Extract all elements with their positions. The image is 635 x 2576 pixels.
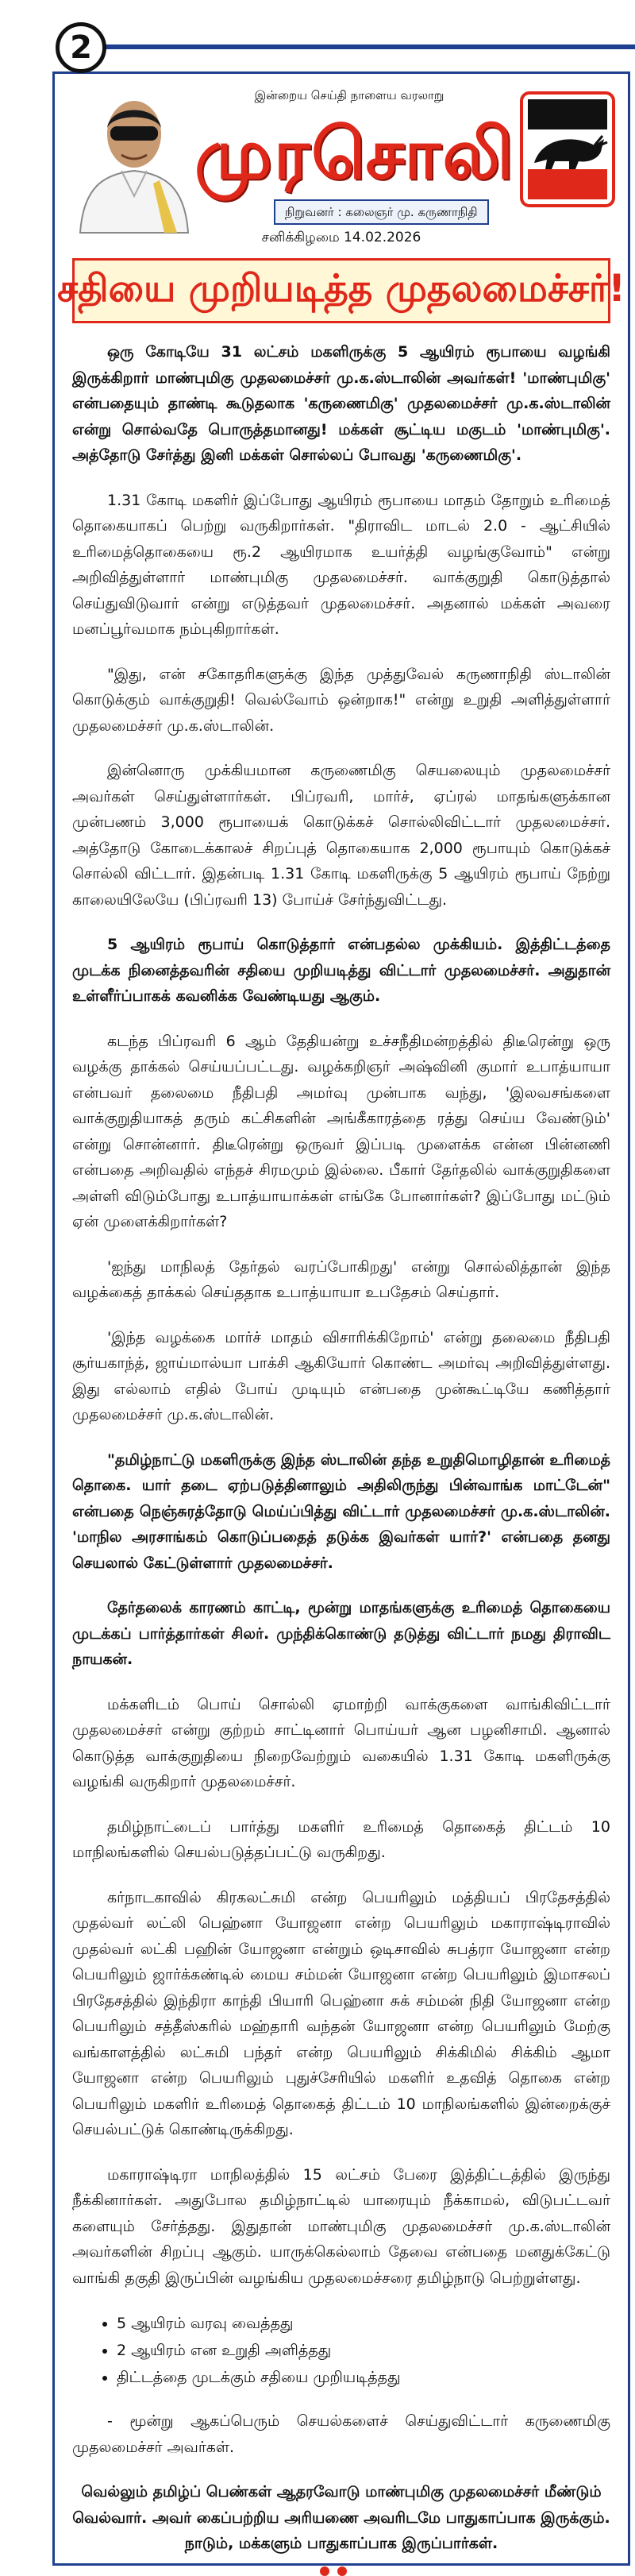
lead-paragraph: ஒரு கோடியே 31 லட்சம் மகளிருக்கு 5 ஆயிரம் ரூபாயை வழங்கி இருக்கிறார் மாண்புமிகு முதலமைச்சர் மு.க.ஸ்டாலின் அவர்கள்! 'மாண்புமிகு' என்பதையும் தாண்டி கூடுதலாக 'கருணைமிகு' முதலமைச்சர் மு.க.ஸ்டாலின் என்று சொல்வதே பொருத்தமானது! மக்கள் சூட்டிய மகுடம் 'மாண்புமிகு'. அத்தோடு சேர்த்து இனி மக்கள் சொல்லப் போவது 'கருணைமிகு'. [72,343,610,464]
list-item: • 5 ஆயிரம் வரவு வைத்தது [117,2310,610,2337]
masthead-tagline: இன்றைய செய்தி நாளைய வரலாறு [254,88,444,102]
highlight-paragraph: 5 ஆயிரம் ரூபாய் கொடுத்தார் என்பதல்ல முக்கியம். இத்திட்டத்தை முடக்க நினைத்தவரின் சதியை முறியடித்து விட்டார் முதலமைச்சர். அதுதான் உள்ளீர்ப்பாகக் கவனிக்க வேண்டியது ஆகும். [72,936,610,1005]
article-headline [57,258,625,323]
founder-label: நிறுவனர் : கலைஞர் மு. கருணாநிதி [274,199,489,225]
end-dot [320,2566,329,2576]
paragraph: மகாராஷ்டிரா மாநிலத்தில் 15 லட்சம் பேரை இத்திட்டத்தில் இருந்து நீக்கினார்கள். அதுபோல தமிழ்நாட்டில் யாரையும் நீக்காமல், விடுபட்டவர் களையும் சேர்த்தது. இதுதான் மாண்புமிகு முதலமைச்சர் மு.க.ஸ்டாலின் அவர்களின் சிறப்பு ஆகும். யாருக்கெல்லாம் தேவை என்பதை மனதுக்கேட்டு வாங்கி தகுதி இருப்பின் வழங்கிய முதலமைச்சரை தமிழ்நாடு பெற்றுள்ளது. [72,2165,610,2287]
closing-paragraph: வெல்லும் தமிழ்ப் பெண்கள் ஆதரவோடு மாண்புமிகு முதலமைச்சர் மீண்டும் வெல்வார். அவர் கைப்பற்றிய அரியணை அவரிடமே பாதுகாப்பாக இருக்கும். நாடும், மக்களும் பாதுகாப்பாக இருப்பார்கள். [72,2483,610,2552]
newspaper-logo: முரசொலி [194,112,515,195]
paragraph: கர்நாடகாவில் கிரகலட்சுமி என்ற பெயரிலும் மத்தியப் பிரதேசத்தில் முதல்வர் லட்லி பெஹ்னா யோஜனா என்ற பெயரிலும் மகாராஷ்டிராவில் முதல்வர் லட்கி பஹின் யோஜனா என்றும் ஒடிசாவில் சுபத்ரா யோஜனா என்ற பெயரிலும் ஜார்க்கண்டில் மைய சம்மன் யோஜனா என்ற பெயரிலும் இமாசலப் பிரதேசத்தில் இந்திரா காந்தி பியாரி பெஹ்னா சுக் சம்மன் நிதி யோஜனா என்ற பெயரிலும் சத்தீஸ்கரில் மஹ்தாரி வந்தன் யோஜனா என்ற பெயரிலும் மேற்கு வங்காளத்தில் லட்சுமி பந்தர் என்ற பெயரிலும் சிக்கிமில் சிக்கிம் ஆமா யோஜனா என்ற பெயரிலும் புதுச்சேரியில் மகளிர் உதவித் தொகை என்ற பெயரிலும் மகளிர் உரிமைத் தொகைத் திட்டம் 10 மாநிலங்களில் இன்றைக்குச் செயல்பட்டுக் கொண்டிருக்கிறது. [72,1888,610,2138]
paragraph: 1.31 கோடி மகளிர் இப்போது ஆயிரம் ரூபாயை மாதம் தோறும் உரிமைத் தொகையாகப் பெற்று வருகிறார்கள். "திராவிட மாடல் 2.0 - ஆட்சியில் உரிமைத்தொகையை ரூ.2 ஆயிரமாக உயர்த்தி வழங்குவோம்" என்று அறிவித்துள்ளார் மாண்புமிகு முதலமைச்சர். வாக்குறுதி கொடுத்தால் செய்துவிடுவார் என்று எடுத்தவர் முதலமைச்சர். அதனால் மக்கள் அவரை மனப்பூர்வமாக நம்புகிறார்கள். [72,491,610,638]
article-body [72,339,610,2552]
headline-text: சதியை முறியடித்த முதலமைச்சர்! [57,266,625,311]
masthead [55,74,628,249]
page-number-badge [56,22,106,73]
paragraph: இன்னொரு முக்கியமான கருணைமிகு செயலையும் முதலமைச்சர் அவர்கள் செய்துள்ளார்கள். பிப்ரவரி, மார்ச், ஏப்ரல் மாதங்களுக்கான முன்பணம் 3,000 ரூபாயைக் கொடுக்கச் சொல்லிவிட்டார் முதலமைச்சர். அத்தோடு கோடைக்காலச் சிறப்புத் தொகையாக 2,000 ரூபாயும் கொடுக்கச் சொல்லி விட்டார். இதன்படி 1.31 கோடி மகளிருக்கு 5 ஆயிரம் ரூபாய் நேற்று காலையிலேயே (பிப்ரவரி 13) போய்ச் சேர்ந்துவிட்டது. [72,762,610,909]
paragraph: மக்களிடம் பொய் சொல்லி ஏமாற்றி வாக்குகளை வாங்கிவிட்டார் முதலமைச்சர் என்று குற்றம் சாட்டினார் பொய்யர் ஆன பழனிசாமி. ஆனால் கொடுத்த வாக்குறுதியை நிறைவேற்றும் வகையில் 1.31 கோடி மகளிருக்கு வழங்கி வருகிறார் முதலமைச்சர். [72,1695,610,1790]
issue-date: சனிக்கிழமை 14.02.2026 [261,230,421,245]
end-marker [320,2566,347,2576]
page-frame [52,71,630,2566]
paragraph: "இது, என் சகோதரிகளுக்கு இந்த முத்துவேல் கருணாநிதி ஸ்டாலின் கொடுக்கும் வாக்குறுதி! வெல்வோம் ஒன்றாக!" என்று உறுதி அளித்துள்ளார் முதலமைச்சர் மு.க.ஸ்டாலின். [72,665,610,735]
achievement-list [72,2310,610,2391]
top-rule [103,44,635,49]
list-item: • திட்டத்தை முடக்கும் சதியை முறியடித்தது [117,2364,610,2391]
paragraph: - மூன்று ஆகப்பெரும் செயல்களைச் செய்துவிட்டார் கருணைமிகு முதலமைச்சர் அவர்கள். [72,2412,610,2456]
quote-paragraph: "தமிழ்நாட்டு மகளிருக்கு இந்த ஸ்டாலின் தந்த உறுதிமொழிதான் உரிமைத் தொகை. யார் தடை ஏற்படுத்தினாலும் அதிலிருந்து பின்வாங்க மாட்டேன்" என்பதை நெஞ்சுரத்தோடு மெய்ப்பித்து விட்டார் முதலமைச்சர் மு.க.ஸ்டாலின். 'மாநில அரசாங்கம் கொடுப்பதைத் தடுக்க இவர்கள் யார்?' என்பதை தனது செயலால் கேட்டுள்ளார் முதலமைச்சர். [72,1450,610,1572]
highlight-paragraph: தேர்தலைக் காரணம் காட்டி, மூன்று மாதங்களுக்கு உரிமைத் தொகையை முடக்கப் பார்த்தார்கள் சிலர். முந்திக்கொண்டு தடுத்து விட்டார் நமது திராவிட நாயகன். [72,1599,610,1668]
paragraph: கடந்த பிப்ரவரி 6 ஆம் தேதியன்று உச்சநீதிமன்றத்தில் திடீரென்று ஒரு வழக்கு தாக்கல் செய்யப்பட்டது. வழக்கறிஞர் அஷ்வினி குமார் உபாத்யாயா என்பவர் தலைமை நீதிபதி அமர்வு முன்பாக வந்து, 'இலவசங்களை வாக்குறுதியாகத் தரும் கட்சிகளின் அங்கீகாரத்தை ரத்து செய்ய வேண்டும்' என்று சொன்னார். திடீரென்று ஒருவர் இப்படி முளைக்க என்ன பின்னணி என்பதை அறிவதில் எந்தச் சிரமமும் இல்லை. பீகார் தேர்தலில் வாக்குறுதிகளை அள்ளி விடும்போது உபாத்யாயாக்கள் எங்கே போனார்கள்? இப்போது மட்டும் ஏன் முளைக்கிறார்கள்? [72,1032,610,1230]
paragraph: 'இந்த வழக்கை மார்ச் மாதம் விசாரிக்கிறோம்' என்று தலைமை நீதிபதி சூர்யகாந்த், ஜாய்மால்யா பாக்சி ஆகியோர் கொண்ட அமர்வு அறிவித்துள்ளது. இது எல்லாம் எதில் போய் முடியும் என்பதை முன்கூட்டியே கணித்தார் முதலமைச்சர் மு.க.ஸ்டாலின். [72,1328,610,1423]
page-number: 2 [70,29,92,66]
end-dot [337,2566,347,2576]
paragraph: தமிழ்நாட்டைப் பார்த்து மகளிர் உரிமைத் தொகைத் திட்டம் 10 மாநிலங்களில் செயல்படுத்தப்பட்டு வருகிறது. [72,1817,610,1861]
paragraph: 'ஐந்து மாநிலத் தேர்தல் வரப்போகிறது' என்று சொல்லித்தான் இந்த வழக்கைத் தாக்கல் செய்ததாக உபாத்யாயா உபதேசம் செய்தார். [72,1257,610,1301]
founder-portrait [75,85,193,233]
party-emblem [518,90,617,209]
list-item: • 2 ஆயிரம் என உறுதி அளித்தது [117,2337,610,2364]
